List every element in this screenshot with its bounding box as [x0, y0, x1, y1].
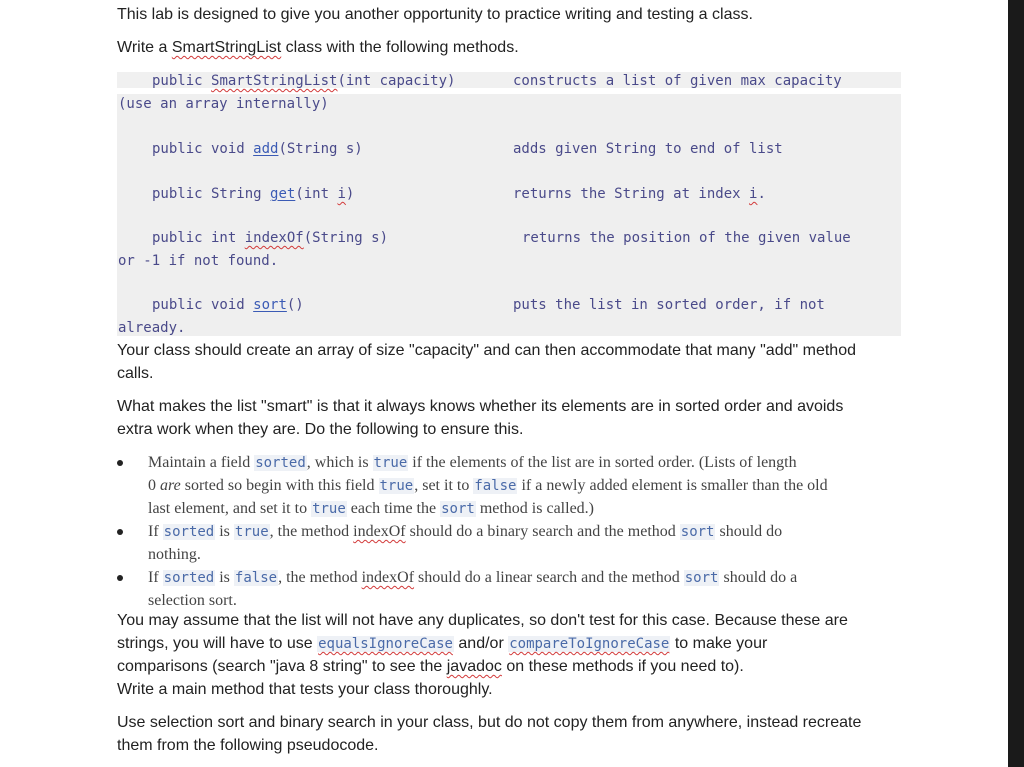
- method-name-word: compareToIgnoreCase: [509, 636, 670, 652]
- list-item-text: nothing.: [148, 546, 201, 563]
- bullet-icon: [117, 460, 123, 466]
- method-name-word: equalsIgnoreCase: [318, 636, 453, 652]
- final-note-line-2: them from the following pseudocode.: [117, 737, 379, 754]
- intro-text: class with the following methods.: [281, 39, 519, 56]
- method-signature-sort: public void sort(): [152, 297, 304, 313]
- method-description-add: adds given String to end of list: [513, 141, 783, 157]
- window-edge-scrollbar[interactable]: [1008, 0, 1024, 767]
- smart-note-line-2: extra work when they are. Do the following to ensure this.: [117, 421, 524, 438]
- final-note-line-1: Use selection sort and binary search in your class, but do not copy them from anywhere, instead recreate: [117, 714, 862, 731]
- duplicates-note-line-4: Write a main method that tests your class thoroughly.: [117, 681, 493, 698]
- method-description-sort: puts the list in sorted order, if not: [513, 297, 825, 313]
- method-description-wrap: or -1 if not found.: [118, 253, 279, 269]
- method-description-constructor: constructs a list of given max capacity: [513, 73, 842, 89]
- list-item-text: Maintain a field sorted, which is true if the elements of the list are in sorted order. (Lists of length: [148, 454, 797, 471]
- list-item-text: If sorted is false, the method indexOf should do a linear search and the method sort should do a: [148, 569, 798, 586]
- method-description-wrap: already.: [118, 320, 186, 336]
- intro-text: Write a: [117, 39, 172, 56]
- intro-line-1: This lab is designed to give you another opportunity to practice writing and testing a class.: [117, 6, 753, 23]
- method-signature-add: public void add(String s): [152, 141, 363, 157]
- list-item-text: selection sort.: [148, 592, 237, 609]
- method-signature-constructor: public SmartStringList(int capacity): [152, 73, 456, 89]
- bullet-icon: [117, 529, 123, 535]
- method-description-indexof: returns the position of the given value: [522, 230, 851, 246]
- method-description-wrap: (use an array internally): [118, 96, 329, 112]
- method-signature-get: public String get(int i): [152, 186, 355, 202]
- list-item-text: last element, and set it to true each time the sort method is called.): [148, 500, 594, 517]
- intro-line-2: [117, 36, 907, 59]
- capacity-note-line-1: Your class should create an array of size "capacity" and can then accommodate that many "add" method: [117, 342, 856, 359]
- smart-note-line-1: What makes the list "smart" is that it always knows whether its elements are in sorted order and avoids: [117, 398, 844, 415]
- method-table: [117, 72, 901, 336]
- duplicates-note-line-2: strings, you will have to use equalsIgnoreCase and/or compareToIgnoreCase to make your: [117, 635, 768, 652]
- bullet-icon: [117, 575, 123, 581]
- list-item-text: 0 are sorted so begin with this field true, set it to false if a newly added element is smaller than the old: [148, 477, 828, 494]
- method-signature-indexof: public int indexOf(String s): [152, 230, 389, 246]
- duplicates-note-line-1: You may assume that the list will not have any duplicates, so don't test for this case. Because these are: [117, 612, 848, 629]
- list-item-text: If sorted is true, the method indexOf should do a binary search and the method sort should do: [148, 523, 783, 540]
- duplicates-note-line-3: comparisons (search "java 8 string" to see the javadoc on these methods if you need to).: [117, 658, 744, 675]
- method-description-get: returns the String at index i.: [513, 186, 766, 202]
- class-name-word: SmartStringList: [171, 39, 282, 56]
- capacity-note-line-2: calls.: [117, 365, 154, 382]
